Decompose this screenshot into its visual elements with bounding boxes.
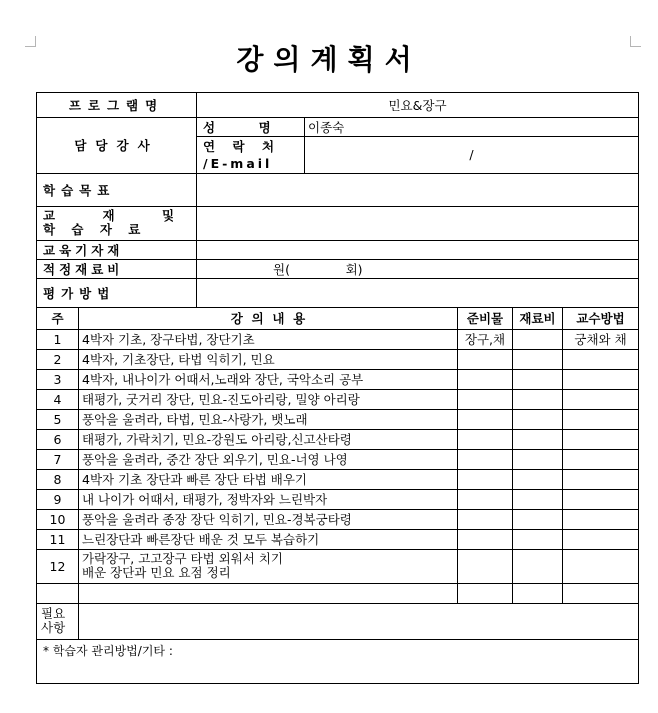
week-row	[37, 389, 639, 409]
week-fee	[513, 509, 563, 529]
week-number: 7	[37, 449, 79, 469]
materials-label-line2: 학 습 자 료	[43, 222, 147, 237]
name-value: 이종숙	[305, 118, 639, 137]
blank-content	[79, 583, 458, 603]
week-fee	[513, 489, 563, 509]
week-row	[37, 529, 639, 549]
materials-label	[37, 206, 197, 240]
equipment-row	[37, 240, 639, 259]
program-label: 프로그램명	[37, 93, 197, 118]
notes-label	[37, 603, 79, 639]
week-row	[37, 369, 639, 389]
week-row	[37, 429, 639, 449]
name-label: 성 명	[197, 118, 305, 137]
contact-label-line2: /E-mail	[197, 155, 305, 173]
notes-row	[37, 603, 639, 639]
blank-row	[37, 583, 639, 603]
week-prep	[458, 349, 513, 369]
week-fee	[513, 469, 563, 489]
week-content: 4박자 기초 장단과 빠른 장단 타법 배우기	[79, 469, 458, 489]
eval-label: 평가방법	[37, 278, 197, 307]
week-number: 8	[37, 469, 79, 489]
header-fee: 재료비	[513, 307, 563, 329]
week-prep	[458, 389, 513, 409]
management-row	[37, 639, 639, 683]
notes-value	[79, 603, 639, 639]
week-number: 3	[37, 369, 79, 389]
week-content: 4박자, 내나이가 어때서,노래와 장단, 국악소리 공부	[79, 369, 458, 389]
week-row	[37, 469, 639, 489]
week-fee	[513, 369, 563, 389]
week-fee	[513, 389, 563, 409]
week-content-line1: 가락장구, 고고장구 타법 외워서 치기	[82, 551, 283, 566]
week-content: 내 나이가 어때서, 태평가, 정박자와 느린박자	[79, 489, 458, 509]
week-fee	[513, 529, 563, 549]
header-week: 주	[37, 307, 79, 329]
week-content	[79, 549, 458, 583]
materials-value	[197, 206, 639, 240]
week-prep	[458, 369, 513, 389]
management-note: * 학습자 관리방법/기타 :	[37, 639, 639, 683]
equipment-value	[197, 240, 639, 259]
week-method: 궁채와 채	[563, 329, 639, 349]
week-row	[37, 349, 639, 369]
lecture-plan-table	[36, 92, 639, 684]
week-content: 태평가, 굿거리 장단, 민요-진도아리랑, 밀양 아리랑	[79, 389, 458, 409]
goal-value	[197, 173, 639, 206]
contact-value: /	[305, 137, 639, 174]
notes-label-line2: 사항	[41, 620, 66, 635]
week-row	[37, 489, 639, 509]
week-number: 6	[37, 429, 79, 449]
week-prep	[458, 509, 513, 529]
week-row	[37, 409, 639, 429]
week-content: 풍악을 울려라, 타법, 민요-사랑가, 뱃노래	[79, 409, 458, 429]
week-prep	[458, 469, 513, 489]
goal-row	[37, 173, 639, 206]
week-content: 태평가, 가락치기, 민요-강원도 아리랑,신고산타령	[79, 429, 458, 449]
instructor-name-row	[37, 118, 639, 137]
fee-label: 적정재료비	[37, 259, 197, 278]
week-prep	[458, 429, 513, 449]
program-value: 민요&장구	[197, 93, 639, 118]
week-row	[37, 509, 639, 529]
week-prep	[458, 529, 513, 549]
week-method	[563, 349, 639, 369]
week-number: 2	[37, 349, 79, 369]
week-number: 4	[37, 389, 79, 409]
blank-week	[37, 583, 79, 603]
week-fee	[513, 409, 563, 429]
instructor-label: 담당강사	[37, 118, 197, 174]
week-method	[563, 509, 639, 529]
eval-value	[197, 278, 639, 307]
week-content: 느린장단과 빠른장단 배운 것 모두 복습하기	[79, 529, 458, 549]
week-method	[563, 529, 639, 549]
week-prep	[458, 449, 513, 469]
week-content: 풍악을 울려라, 중간 장단 외우기, 민요-너영 나영	[79, 449, 458, 469]
week-prep	[458, 549, 513, 583]
schedule-header-row	[37, 307, 639, 329]
week-prep	[458, 409, 513, 429]
week-content: 풍악을 울려라 종장 장단 익히기, 민요-경복궁타령	[79, 509, 458, 529]
materials-row	[37, 206, 639, 240]
week-method	[563, 469, 639, 489]
week-content: 4박자 기초, 장구타법, 장단기초	[79, 329, 458, 349]
equipment-label: 교육기자재	[37, 240, 197, 259]
week-prep: 장구,채	[458, 329, 513, 349]
week-row	[37, 449, 639, 469]
eval-row	[37, 278, 639, 307]
goal-label: 학습목표	[37, 173, 197, 206]
fee-value: 원( 회)	[197, 259, 639, 278]
week-row	[37, 549, 639, 583]
program-row	[37, 93, 639, 118]
week-fee	[513, 329, 563, 349]
header-method: 교수방법	[563, 307, 639, 329]
week-fee	[513, 349, 563, 369]
week-method	[563, 429, 639, 449]
contact-label-line1: 연 락 처	[197, 137, 305, 156]
week-method	[563, 489, 639, 509]
week-prep	[458, 489, 513, 509]
week-number: 10	[37, 509, 79, 529]
week-content: 4박자, 기초장단, 타법 익히기, 민요	[79, 349, 458, 369]
fee-row	[37, 259, 639, 278]
week-method	[563, 389, 639, 409]
week-fee	[513, 449, 563, 469]
week-fee	[513, 429, 563, 449]
header-content: 강 의 내 용	[79, 307, 458, 329]
week-method	[563, 369, 639, 389]
week-number: 11	[37, 529, 79, 549]
week-fee	[513, 549, 563, 583]
week-number: 9	[37, 489, 79, 509]
materials-label-line1: 교 재 및	[43, 208, 181, 223]
week-row	[37, 329, 639, 349]
blank-method	[563, 583, 639, 603]
week-number: 5	[37, 409, 79, 429]
week-method	[563, 549, 639, 583]
week-method	[563, 409, 639, 429]
week-method	[563, 449, 639, 469]
week-content-line2: 배운 장단과 민요 요점 정리	[82, 565, 231, 580]
blank-fee	[513, 583, 563, 603]
week-number: 1	[37, 329, 79, 349]
document-title: 강의계획서	[236, 43, 422, 76]
week-number: 12	[37, 549, 79, 583]
header-prep: 준비물	[458, 307, 513, 329]
notes-label-line1: 필요	[41, 606, 66, 621]
blank-prep	[458, 583, 513, 603]
